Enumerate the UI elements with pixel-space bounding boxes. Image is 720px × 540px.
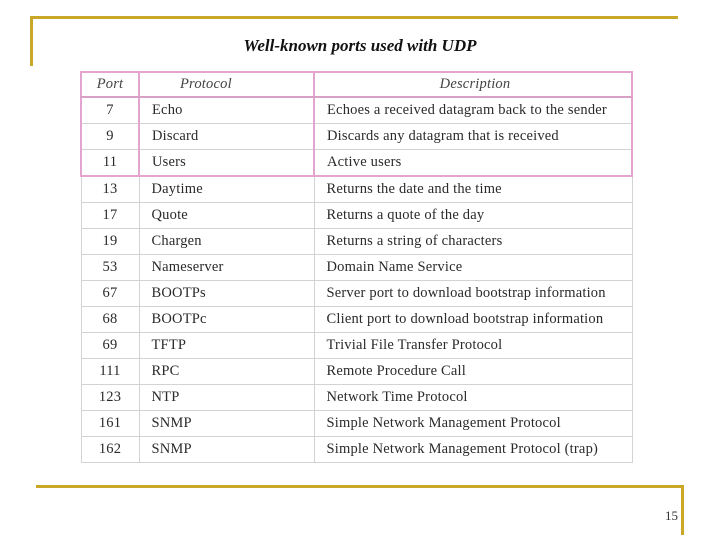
table-row xyxy=(81,255,632,281)
top-accent-rule xyxy=(30,16,678,19)
port-cell: 11 xyxy=(81,150,139,177)
port-cell: 53 xyxy=(81,255,139,281)
protocol-cell: Users xyxy=(139,150,314,177)
port-cell: 19 xyxy=(81,229,139,255)
table-row xyxy=(81,385,632,411)
protocol-cell: Echo xyxy=(139,97,314,124)
header-protocol: Protocol xyxy=(139,72,314,97)
right-accent-rule xyxy=(681,485,684,535)
table-header-row xyxy=(81,72,632,97)
protocol-cell: Chargen xyxy=(139,229,314,255)
description-cell: Returns a quote of the day xyxy=(314,203,632,229)
table-row xyxy=(81,359,632,385)
description-cell: Domain Name Service xyxy=(314,255,632,281)
header-description: Description xyxy=(314,72,632,97)
port-cell: 111 xyxy=(81,359,139,385)
port-cell: 7 xyxy=(81,97,139,124)
description-cell: Returns the date and the time xyxy=(314,176,632,203)
bottom-accent-rule xyxy=(36,485,684,488)
protocol-cell: Daytime xyxy=(139,176,314,203)
slide-title: Well-known ports used with UDP xyxy=(243,36,477,55)
protocol-cell: SNMP xyxy=(139,411,314,437)
table-row xyxy=(81,333,632,359)
protocol-cell: BOOTPc xyxy=(139,307,314,333)
port-cell: 67 xyxy=(81,281,139,307)
port-cell: 162 xyxy=(81,437,139,463)
description-cell: Client port to download bootstrap information xyxy=(314,307,632,333)
port-cell: 123 xyxy=(81,385,139,411)
port-cell: 17 xyxy=(81,203,139,229)
description-cell: Network Time Protocol xyxy=(314,385,632,411)
protocol-cell: NTP xyxy=(139,385,314,411)
description-cell: Returns a string of characters xyxy=(314,229,632,255)
description-cell: Simple Network Management Protocol xyxy=(314,411,632,437)
table-row xyxy=(81,281,632,307)
protocol-cell: Quote xyxy=(139,203,314,229)
protocol-cell: SNMP xyxy=(139,437,314,463)
table-row xyxy=(81,307,632,333)
udp-ports-table xyxy=(80,71,633,463)
table-row xyxy=(81,411,632,437)
protocol-cell: Discard xyxy=(139,124,314,150)
table-row xyxy=(81,437,632,463)
description-cell: Remote Procedure Call xyxy=(314,359,632,385)
description-cell: Server port to download bootstrap information xyxy=(314,281,632,307)
description-cell: Active users xyxy=(314,150,632,177)
description-cell: Simple Network Management Protocol (trap) xyxy=(314,437,632,463)
protocol-cell: BOOTPs xyxy=(139,281,314,307)
page-number: 15 xyxy=(665,508,678,523)
port-cell: 68 xyxy=(81,307,139,333)
table-row xyxy=(81,176,632,203)
table-row xyxy=(81,229,632,255)
protocol-cell: RPC xyxy=(139,359,314,385)
description-cell: Echoes a received datagram back to the sender xyxy=(314,97,632,124)
port-cell: 13 xyxy=(81,176,139,203)
table-row xyxy=(81,203,632,229)
header-port: Port xyxy=(81,72,139,97)
port-cell: 9 xyxy=(81,124,139,150)
table-row xyxy=(81,150,632,177)
port-cell: 161 xyxy=(81,411,139,437)
protocol-cell: TFTP xyxy=(139,333,314,359)
port-cell: 69 xyxy=(81,333,139,359)
table-row xyxy=(81,97,632,124)
description-cell: Discards any datagram that is received xyxy=(314,124,632,150)
protocol-cell: Nameserver xyxy=(139,255,314,281)
table-row xyxy=(81,124,632,150)
description-cell: Trivial File Transfer Protocol xyxy=(314,333,632,359)
